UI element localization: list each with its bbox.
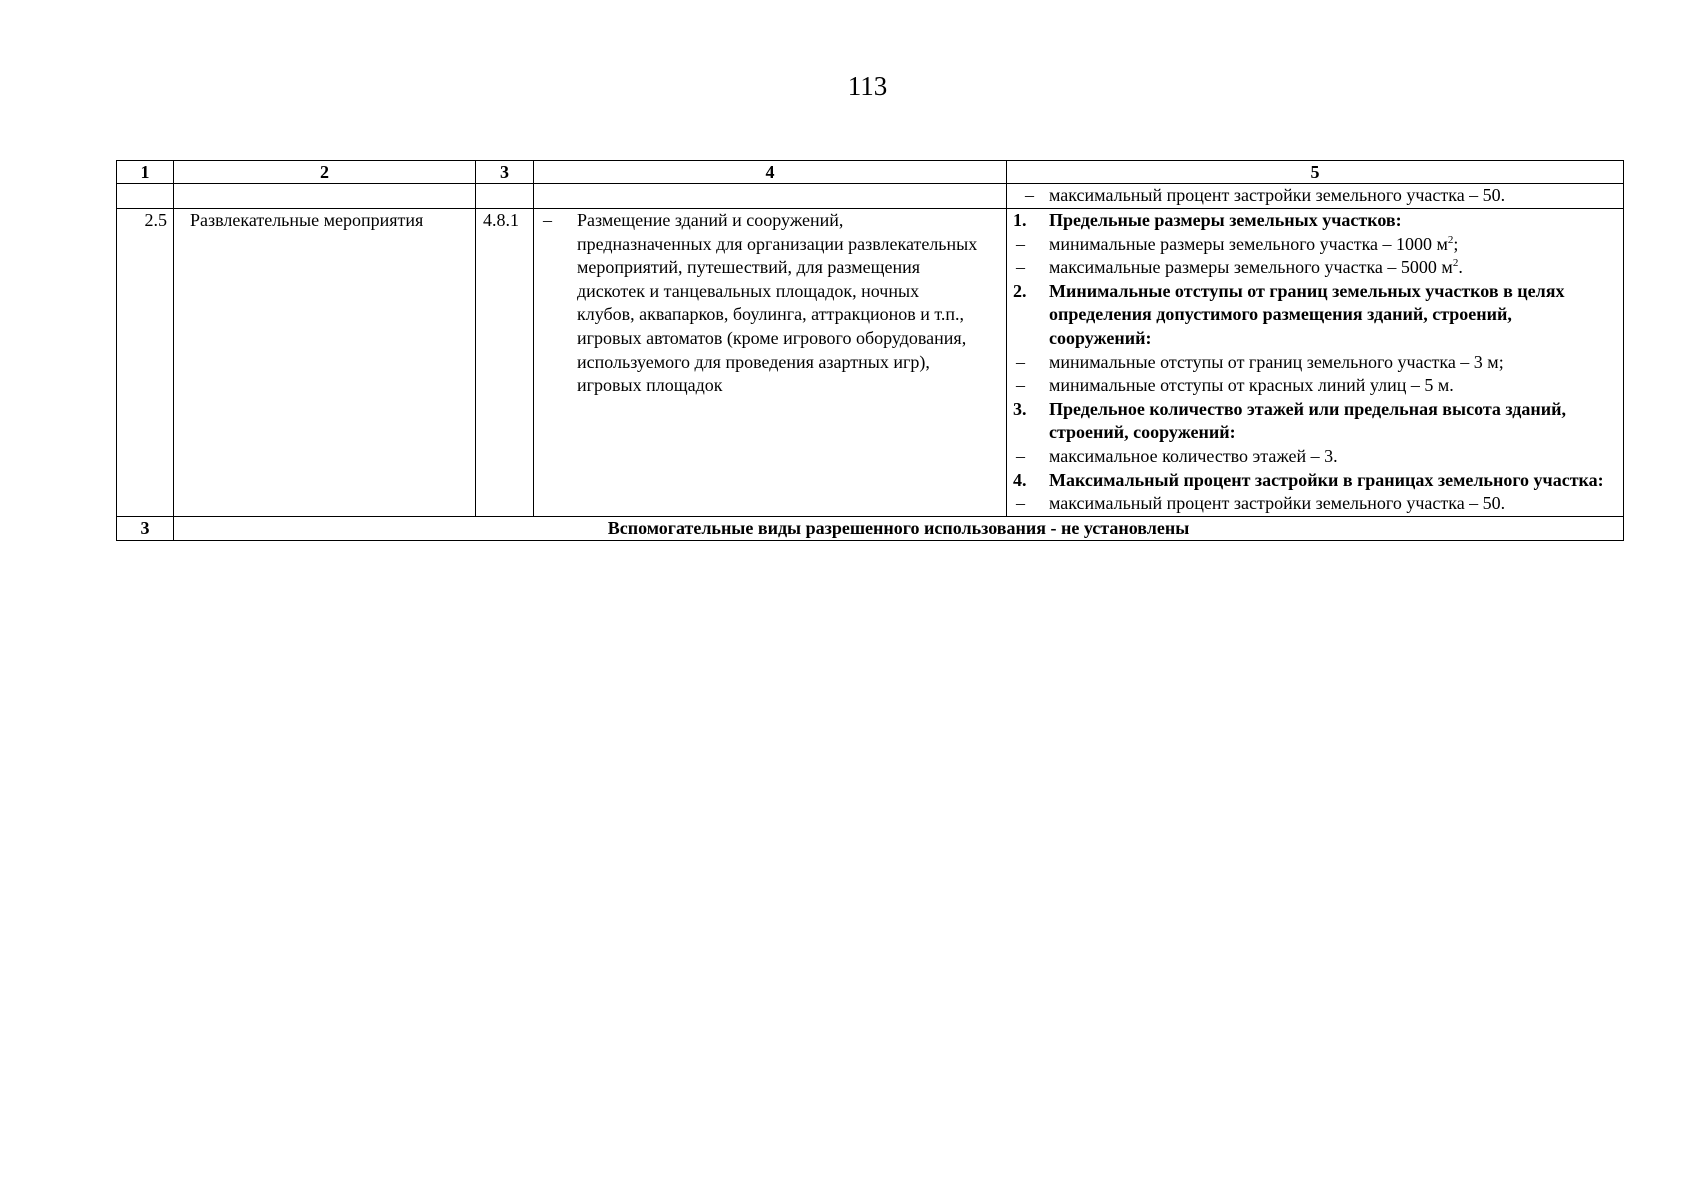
footer-text: Вспомогательные виды разрешенного использования - не установлены (174, 516, 1624, 541)
row-number: 2.5 (117, 209, 174, 517)
list-item-text: минимальные отступы от границ земельного участка – 3 м; (1049, 351, 1504, 372)
params-heading (1013, 280, 1617, 351)
list-item (1013, 445, 1617, 469)
description-item (540, 209, 1000, 398)
dash-marker: – (1025, 185, 1034, 205)
heading-number: 4. (1013, 469, 1027, 490)
land-use-table (116, 160, 1624, 541)
row-name: Развлекательные мероприятия (174, 209, 476, 517)
heading-text: Максимальный процент застройки в границах земельного участка: (1049, 469, 1604, 490)
list-item (1013, 256, 1617, 280)
heading-number: 1. (1013, 210, 1027, 230)
dash-marker: – (1016, 351, 1025, 372)
table-header-row (117, 161, 1624, 184)
row-code: 4.8.1 (476, 209, 534, 517)
list-item-text: минимальные отступы от красных линий улиц – 5 м. (1049, 375, 1454, 396)
page-number: 113 (847, 71, 888, 101)
header-cell-3: 3 (476, 161, 534, 184)
list-item (1013, 492, 1617, 516)
dash-marker: – (1016, 233, 1025, 254)
heading-text: Предельное количество этажей или предельная высота зданий, строений, сооружений: (1049, 398, 1567, 443)
header-cell-1: 1 (117, 161, 174, 184)
superscript: 2 (1447, 233, 1454, 246)
dash-marker: – (1016, 257, 1025, 278)
dash-marker: – (1016, 375, 1025, 396)
params-heading (1013, 209, 1617, 233)
superscript: 2 (1452, 257, 1459, 270)
list-item-text: минимальные размеры земельного участка – 1000 м (1049, 233, 1448, 254)
heading-text: Предельные размеры земельных участков: (1049, 210, 1402, 230)
list-item-text: максимальные размеры земельного участка – 5000 м (1049, 257, 1453, 278)
list-item-text: максимальный процент застройки земельного участка – 50. (1049, 493, 1506, 514)
list-item-tail: ; (1453, 233, 1459, 254)
dash-marker: – (1016, 493, 1025, 514)
params-heading (1013, 469, 1617, 493)
list-item (1013, 233, 1617, 257)
header-cell-5: 5 (1007, 161, 1624, 184)
list-item-tail: . (1458, 257, 1463, 278)
dash-marker: – (1016, 445, 1025, 466)
header-cell-4: 4 (534, 161, 1007, 184)
list-item (1013, 184, 1617, 208)
heading-number: 3. (1013, 398, 1027, 419)
list-item-text: максимальный процент застройки земельного участка – 50. (1049, 185, 1506, 205)
dash-marker: – (543, 210, 552, 230)
list-item (1013, 351, 1617, 375)
table-row (117, 209, 1624, 517)
row-description-cell (534, 209, 1007, 517)
continuation-row (117, 184, 1624, 209)
table-footer-row (117, 516, 1624, 541)
params-heading (1013, 398, 1617, 445)
header-cell-2: 2 (174, 161, 476, 184)
list-item (1013, 374, 1617, 398)
continuation-params-cell (1007, 184, 1624, 209)
footer-number: 3 (117, 516, 174, 541)
row-params-cell (1007, 209, 1624, 517)
heading-text: Минимальные отступы от границ земельных участков в целях определения допустимого размещения зданий, строений, сооружений: (1049, 280, 1565, 348)
list-item-text: максимальное количество этажей – 3. (1049, 445, 1338, 466)
description-text: Размещение зданий и сооружений, предназначенных для организации развлекательных мероприятий, путешествий, для размещения дискотек и танцевальных площадок, ночных клубов, аквапарков, боулинга, аттракционов и т.п., игровых автоматов (кроме игрового оборудования, используемого для проведения азартных игр), игровых площадок (577, 210, 978, 396)
heading-number: 2. (1013, 280, 1027, 301)
